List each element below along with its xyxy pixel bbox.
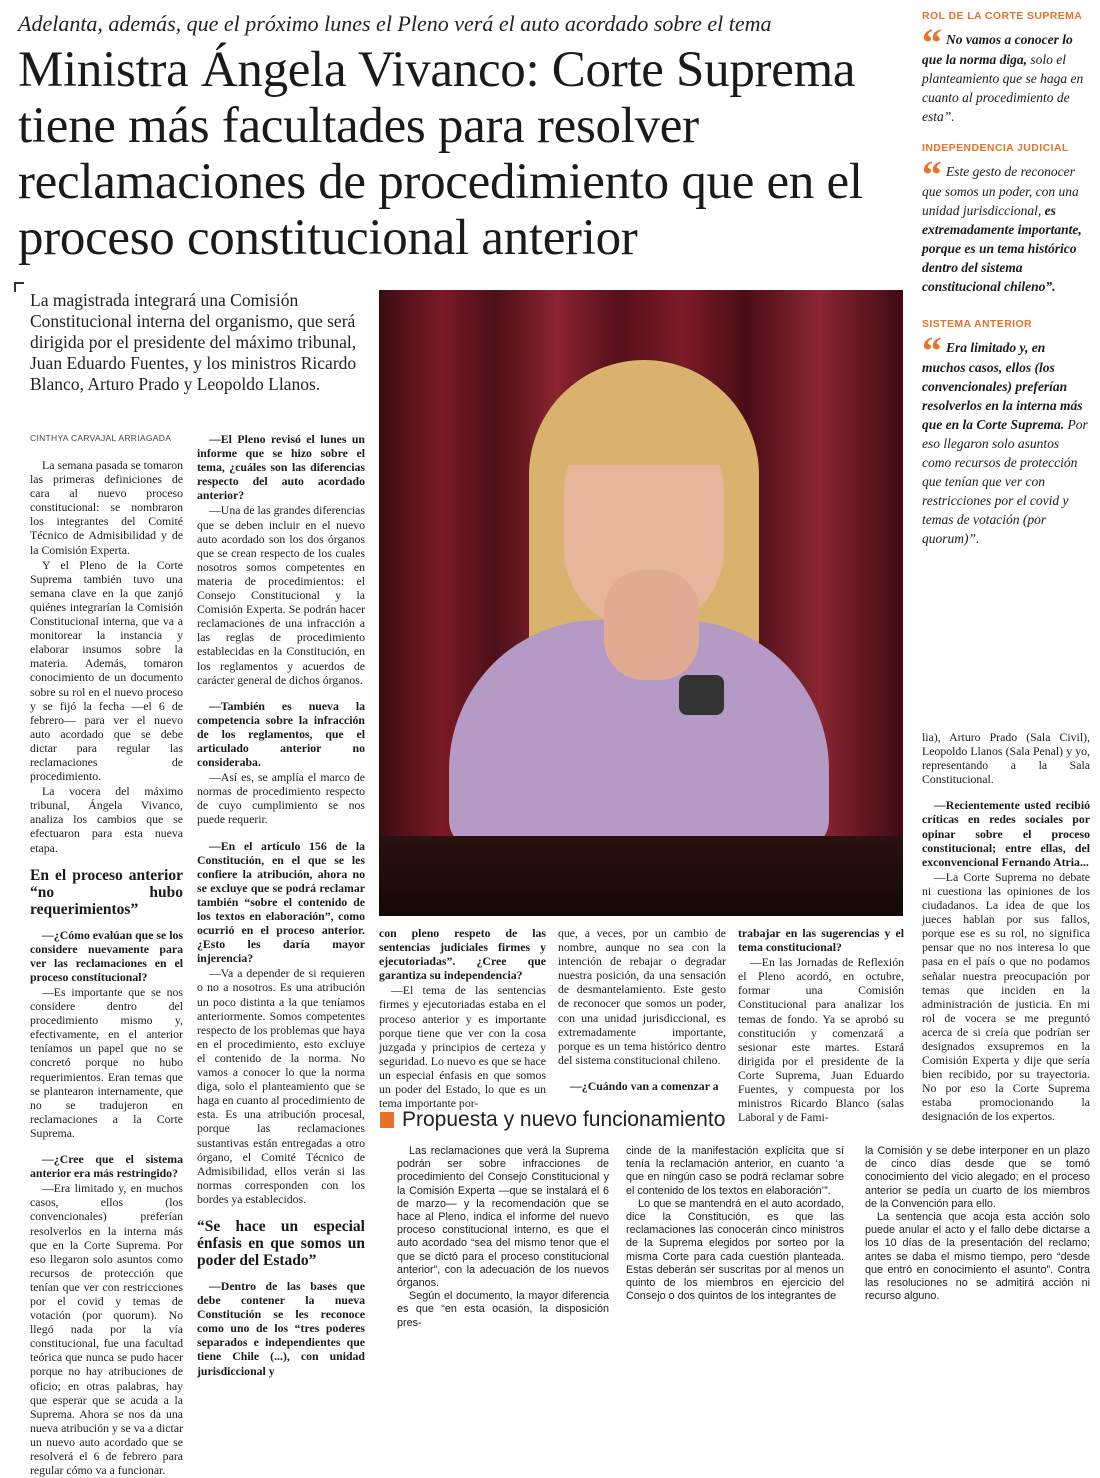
answer: —Dentro de las bases que debe contener la nueva Constitución se les reconoce como uno de los “tres poderes separados e independientes que tiene Chile (...), con unidad jurisdiccional y bbox=[197, 1278, 365, 1378]
article-column-5 bbox=[738, 926, 904, 1125]
section-square-icon bbox=[380, 1112, 394, 1128]
question: —En el artículo 156 de la Constitución, en el que se les confiere la atribución, ahora no se excluye que se podrá reclamar también “sobre el contenido de los textos en elaboración”, como ocurrió en el proceso anterior. ¿Esto les daría mayor injerencia? bbox=[197, 838, 365, 966]
question: —El Pleno revisó el lunes un informe que se hizo sobre el tema, ¿cuáles son las diferencias respecto del auto acordado anterior? bbox=[197, 432, 365, 503]
subheading: “Se hace un especial énfasis en que somos un poder del Estado” bbox=[197, 1217, 365, 1269]
answer: —La Corte Suprema no debate ni cuestiona las opiniones de los ciudadanos. La idea de que los jueces hablan por sus fallos, porque ese es su rol, no significa pensar que no nos interesa lo que pasa en el país o que no podamos señalar nuestra preocupación por temas que inciden en la administración de justicia. En mi rol de vocera se me preguntó acerca de si creía que podrían ser designados exsupremos en la Comisión Experta y dije que sería bien recibido, por su trayectoria. No por eso la Corte Suprema estaba promocionando la designación de los expertos. bbox=[922, 869, 1090, 1124]
question: —Recientemente usted recibió críticas en redes sociales por opinar sobre el proceso constitucional; entre ellas, del exconvencional Fernando Atria... bbox=[922, 798, 1090, 869]
article-column-6 bbox=[922, 730, 1090, 1125]
portrait-photo bbox=[379, 290, 903, 916]
question: —¿Cree que el sistema anterior era más restringido? bbox=[30, 1152, 183, 1181]
subheading: En el proceso anterior “no hubo requerimientos” bbox=[30, 866, 183, 918]
article-column-3 bbox=[379, 926, 546, 1111]
answer: —Es importante que se nos considere dentro del procedimiento mismo y, efectivamente, en el anterior teníamos un papel que no se concretó porque no hubo requerimientos. Eran temas que se plantearon internamente, que no se tradujeron en reclamaciones a la Corte Suprema. bbox=[30, 985, 183, 1140]
question: —¿Cuándo van a comenzar a bbox=[570, 1078, 719, 1093]
corner-mark bbox=[14, 282, 24, 292]
quote-label: INDEPENDENCIA JUDICIAL bbox=[922, 142, 1069, 154]
paragraph: La vocera del máximo tribunal, Ángela Vivanco, analiza los cambios que se efectuaron para esta nueva etapa. bbox=[30, 784, 183, 855]
paragraph: la Comisión y se debe interponer en un plazo de cinco días desde que se tomó conocimiento del vicio alegado; en el proceso anterior se pedía un cuarto de los miembros de la Convención para ello. bbox=[865, 1145, 1090, 1210]
article-column-2 bbox=[197, 432, 365, 1379]
quote-emphasis: Era limitado y, en muchos casos, ellos (los convencionales) preferían resolverlos en la interna más que en la Corte Suprema. bbox=[922, 340, 1083, 432]
answer: —El tema de las sentencias firmes y ejecutoriadas estaba en el proceso anterior y es importante porque tiene que ver con la cosa juzgada y principios de certeza y seguridad. Lo nuevo es que se hace un especial énfasis en que somos un poder del Estado, lo que es un tema importante por- bbox=[379, 983, 546, 1111]
paragraph: Lo que se mantendrá en el auto acordado, dice la Constitución, es que las reclamaciones las conocerán cinco ministros de la Suprema elegidos por sorteo por la misma Corte para cada cuestión planteada. Estas deberán ser suscritas por al menos un quinto de los miembros en ejercicio del Consejo o dos quintos de los integrantes de bbox=[626, 1197, 844, 1303]
quote-mark-icon: “ bbox=[922, 328, 942, 373]
quote-text: Por eso llegaron solo asuntos como recursos de protección que tenían que ver con restricciones por el covid y temas de votación (por quorum)”. bbox=[922, 417, 1088, 546]
photo-table bbox=[379, 836, 903, 916]
photo-fringe bbox=[554, 385, 734, 465]
quote-mark-icon: “ bbox=[922, 20, 942, 65]
quote-emphasis: No vamos a conocer lo que la norma diga, bbox=[922, 32, 1073, 67]
paragraph: cinde de la manifestación explícita que sí tenía la reclamación anterior, en cuanto ‘a que en ningún caso se podrá reclamar sobre el contenido de los textos en elaboración’”. bbox=[626, 1145, 844, 1197]
answer: que, a veces, por un cambio de nombre, aunque no sea con la intención de rebajar o degradar nuestra posición, da una sensación de desmantelamiento. Este gesto de reconocer que somos un poder, con una unidad jurisdiccional, es extremadamente importante, porque es un tema histórico dentro del sistema constitucional chileno. bbox=[558, 926, 726, 1067]
paragraph: La semana pasada se tomaron las primeras definiciones de cara al nuevo proceso constitucional: se nombraron los integrantes del Comité Técnico de Admisibilidad y de la Comisión Experta. bbox=[30, 458, 183, 557]
quote-text: solo el planteamiento que se haga en cuanto al procedimiento de esta”. bbox=[922, 52, 1084, 124]
paragraph: Según el documento, la mayor diferencia es que “en esta ocasión, la disposición pres- bbox=[397, 1290, 609, 1329]
quote-text: Este gesto de reconocer que somos un poder, con una unidad jurisdiccional, bbox=[922, 164, 1079, 218]
sidebar-quotes bbox=[922, 10, 1090, 564]
answer: lia), Arturo Prado (Sala Civil), Leopoldo Llanos (Sala Penal) y yo, representando a la Sala Constitucional. bbox=[922, 730, 1090, 787]
kicker: Adelanta, además, que el próximo lunes el Pleno verá el auto acordado sobre el tema bbox=[18, 11, 772, 36]
article-column-1 bbox=[30, 458, 183, 1478]
pull-quote bbox=[922, 328, 1090, 548]
photo-watch bbox=[679, 675, 724, 715]
question: —También es nueva la competencia sobre la infracción de los reglamentos, que el articulado anterior no consideraba. bbox=[197, 698, 365, 770]
quote-emphasis: es extremadamente importante, porque es un tema histórico dentro del sistema constitucional chileno”. bbox=[922, 203, 1082, 294]
pull-quote bbox=[922, 152, 1090, 296]
section-header bbox=[380, 1108, 1090, 1134]
answer: —En las Jornadas de Reflexión el Pleno acordó, en octubre, formar una Comisión Constitucional para analizar los temas de fondo. Ya se aprobó su constitución y comenzará a sesionar este martes. Estará dirigida por el presidente de la Corte Suprema, Juan Eduardo Fuentes, y compuesta por los ministros Ricardo Blanco (salas Laboral y de Fami- bbox=[738, 955, 904, 1125]
subhead: La magistrada integrará una Comisión Constitucional interna del organismo, que será dirigida por el presidente del máximo tribunal, Juan Eduardo Fuentes, y los ministros Ricardo Blanco, Arturo Prado y Leopoldo Llanos. bbox=[30, 290, 357, 394]
paragraph: Y el Pleno de la Corte Suprema también tuvo una semana clave en la que zanjó quiénes integrarían la Comisión Constitucional interna, que va a monitorear la instancia y elaborar insumos sobre la materia. Además, tomaron conocimiento de un documento sobre su rol en el nuevo proceso y se fijó la fecha —el 6 de febrero— para ver el nuevo auto acordado que se debe dictar para regular las reclamaciones de procedimiento. bbox=[30, 557, 183, 784]
answer: —Una de las grandes diferencias que se deben incluir en el nuevo auto acordado son los dos órganos que se crean respecto de los cuales nosotros somos competentes en materia de procedimientos: el Consejo Constitucional y la Comisión Experta. Se podrán hacer reclamaciones de una infracción a las reglas de procedimiento establecidas en la Constitución, en los reglamentos y acuerdos de carácter general de dichos órganos. bbox=[197, 503, 365, 687]
photo-hands bbox=[604, 570, 699, 680]
question: —¿Cómo evalúan que se los considere nuevamente para ver las reclamaciones en el proceso constitucional? bbox=[30, 927, 183, 984]
section-column-2 bbox=[626, 1145, 844, 1303]
section-column-1 bbox=[397, 1145, 609, 1330]
question: con pleno respeto de las sentencias judiciales firmes y ejecutoriadas”. ¿Cree que garantiza su independencia? bbox=[379, 926, 546, 983]
question: trabajar en las sugerencias y el tema constitucional? bbox=[738, 926, 904, 955]
quote-mark-icon: “ bbox=[922, 152, 942, 197]
section-column-3 bbox=[865, 1145, 1090, 1303]
answer: —Era limitado y, en muchos casos, ellos (los convencionales) preferían resolverlos en la interna más que en la Corte Suprema. Por eso llegaron solo asuntos como recursos de protección que tenían que ver con restricciones por el covid y temas de votación (por quorum). No llegó nada por la vía constitucional, fue una facultad teórica que nunca se pudo hacer porque no hay atribuciones de oficio; en otras palabras, hay que esperar que se acuda a la Suprema. Ahora se nos da una nueva atribución y se va a dictar un nuevo auto acordado que se resolverá el 6 de febrero para regular cómo va a funcionar. bbox=[30, 1181, 183, 1478]
headline: Ministra Ángela Vivanco: Corte Suprema tiene más facultades para resolver reclamaciones de procedimiento que en el proceso constitucional anterior bbox=[18, 42, 863, 266]
paragraph: Las reclamaciones que verá la Suprema podrán ser sobre infracciones de procedimiento del Consejo Constitucional y la Comisión Experta —que se instalará el 6 de marzo— y la recomendación que se hace al Pleno, indica el informe del nuevo proceso constitucional interno, es que el auto acordado “sea del mismo tenor que el que se dictó para el proceso constitucional anterior”, con la adecuación de los nuevos órganos. bbox=[397, 1145, 609, 1290]
section-title: Propuesta y nuevo funcionamiento bbox=[402, 1108, 726, 1131]
paragraph: La sentencia que acoja esta acción solo puede anular el acto y el fallo debe dictarse a los 10 días de la presentación del reclamo; antes se daba el mismo tiempo, pero “desde que entró en conocimiento el asunto”. Contra las resoluciones no se admitirá acción ni recurso alguno. bbox=[865, 1211, 1090, 1303]
byline: CINTHYA CARVAJAL ARRIAGADA bbox=[30, 433, 172, 443]
pull-quote bbox=[922, 20, 1090, 126]
article-column-4 bbox=[558, 926, 726, 1094]
quote-label: SISTEMA ANTERIOR bbox=[922, 318, 1033, 330]
quote-label: ROL DE LA CORTE SUPREMA bbox=[922, 10, 1083, 22]
answer: —Va a depender de si requieren o no a nosotros. Es una atribución un poco distinta a la que teníamos anteriormente. Somos competentes respecto de los problemas que haya en el procedimiento, esto excluye el contenido de la norma. No vamos a conocer lo que la norma diga, solo el planteamiento que se haga en cuanto al procedimiento de esta. Es una atribución procesal, porque las reclamaciones sustantivas están entregadas a otro órgano, el Comité Técnico de Admisibilidad, ellos verán si las normas corresponden con los bordes ya establecidos. bbox=[197, 966, 365, 1206]
answer: —Así es, se amplía el marco de normas de procedimiento respecto de cuyo cumplimiento se nos puede requerir. bbox=[197, 770, 365, 827]
